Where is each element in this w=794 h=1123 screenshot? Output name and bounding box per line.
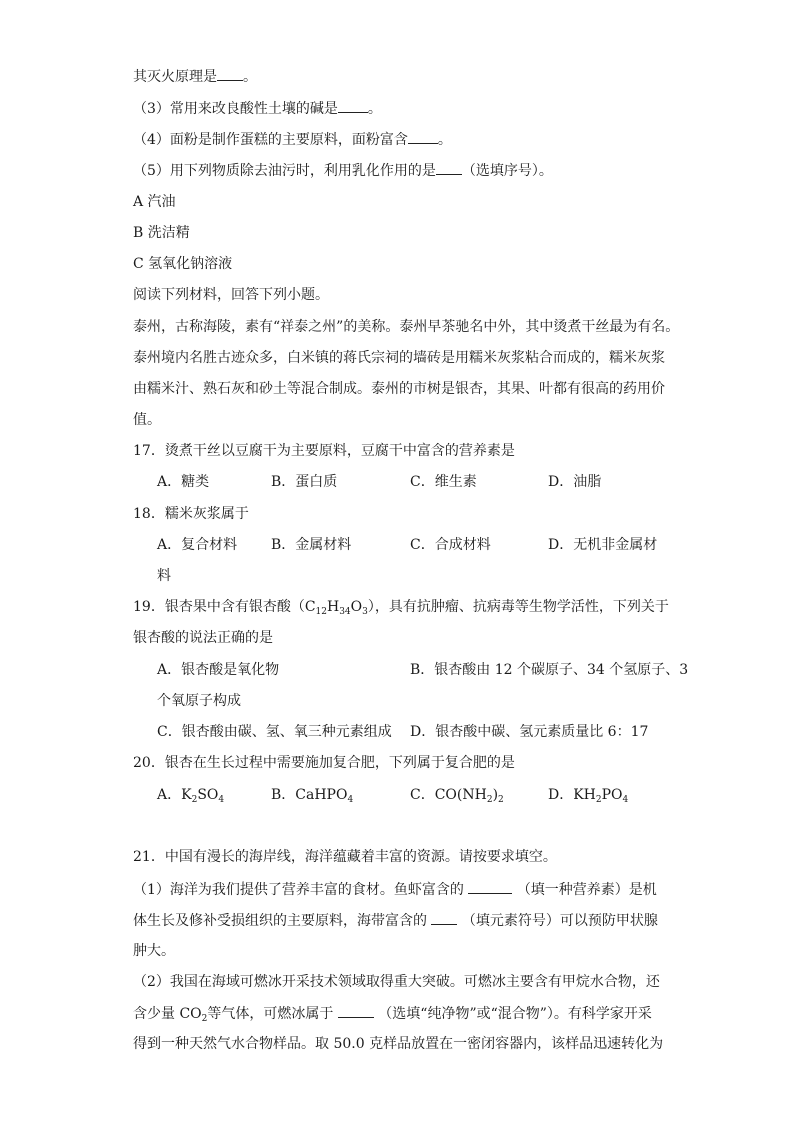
q16-part5-end: （选填序号）。 <box>461 163 553 179</box>
q19-stem-rest: ），具有抗肿瘤、抗病毒等生物学活性，下列关于 <box>367 599 669 615</box>
subscript: 4 <box>347 795 354 805</box>
q20-b-text: B．CaHPO <box>271 787 348 803</box>
q16-part4 <box>133 129 452 150</box>
q18-option-a[interactable]: A．复合材料 <box>157 537 238 553</box>
reading-line-3: 由糯米汁、熟石灰和砂土等混合制成。泰州的市树是银杏，其果、叶都有很高的药用价 <box>133 381 665 397</box>
formula-o: O <box>350 599 363 615</box>
q20-d-text2: PO <box>601 787 623 803</box>
answer-blank[interactable] <box>431 910 457 925</box>
q21-part1-text4: （填元素符号）可以预防甲状腺 <box>461 913 658 929</box>
q20-option-c[interactable] <box>410 785 504 810</box>
q17-option-d[interactable]: D．油脂 <box>548 474 602 490</box>
subscript: 34 <box>339 607 351 617</box>
q21-part1-text: （1）海洋为我们提供了营养丰富的食材。鱼虾富含的 <box>133 882 464 898</box>
reading-line-2: 泰州境内名胜古迹众多，白米镇的蒋氏宗祠的墙砖是用糯米灰浆粘合而成的，糯米灰浆 <box>133 350 665 366</box>
q20-option-d[interactable] <box>548 785 628 810</box>
q20-c-text2: ) <box>492 787 499 803</box>
q16-option-a: A 汽油 <box>133 194 176 210</box>
q19-option-b[interactable]: B．银杏酸由 12 个碳原子、34 个氢原子、3 <box>410 662 689 678</box>
q16-option-c: C 氢氧化钠溶液 <box>133 256 233 272</box>
q19-option-b-wrap: 个氧原子构成 <box>157 693 241 709</box>
reading-line-4: 值。 <box>133 412 161 428</box>
q21-part2-text3: （选填“纯净物”或“混合物”）。有科学家开采 <box>378 1006 652 1022</box>
q18-option-c[interactable]: C．合成材料 <box>410 537 491 553</box>
answer-blank[interactable] <box>217 66 243 81</box>
q20-a-text: A．K <box>157 787 192 803</box>
reading-intro: 阅读下列材料，回答下列小题。 <box>133 287 329 303</box>
subscript: 4 <box>622 795 629 805</box>
q20-option-b[interactable] <box>271 785 353 810</box>
answer-blank[interactable] <box>338 98 368 113</box>
q21-part1-text2: （填一种营养素）是机 <box>516 882 657 898</box>
q16-part3-end: 。 <box>367 101 382 117</box>
q19-stem <box>133 597 669 622</box>
subscript: 2 <box>498 795 504 805</box>
q19-option-d[interactable]: D．银杏酸中碳、氢元素质量比 6：17 <box>410 724 649 740</box>
q19-stem-line2: 银杏酸的说法正确的是 <box>133 630 273 646</box>
q17-stem: 17．烫煮干丝以豆腐干为主要原料，豆腐干中富含的营养素是 <box>133 443 515 459</box>
reading-line-1: 泰州，古称海陵，素有“祥泰之州”的美称。泰州早茶驰名中外，其中烫煮干丝最为有名。 <box>133 319 680 335</box>
q18-stem: 18．糯米灰浆属于 <box>133 506 249 522</box>
q20-a-text2: SO <box>197 787 219 803</box>
answer-blank[interactable] <box>468 879 512 894</box>
formula-h: H <box>326 599 340 615</box>
q17-option-b[interactable]: B．蛋白质 <box>271 474 338 490</box>
subscript: 2 <box>595 795 602 805</box>
subscript: 2 <box>191 795 198 805</box>
subscript: 12 <box>315 607 327 617</box>
q18-option-d[interactable]: D．无机非金属材 <box>548 537 658 553</box>
answer-blank[interactable] <box>436 160 462 175</box>
q17-option-a[interactable]: A．糖类 <box>157 474 210 490</box>
q20-stem: 20．银杏在生长过程中需要施加复合肥，下列属于复合肥的是 <box>133 755 515 771</box>
q18-option-d-wrap: 料 <box>157 568 171 584</box>
subscript: 3 <box>362 607 368 617</box>
q16-part4-text: （4）面粉是制作蛋糕的主要原料，面粉富含 <box>133 132 408 148</box>
q21-part2-line1: （2）我国在海域可燃冰开采技术领域取得重大突破。可燃冰主要含有甲烷水合物，还 <box>133 974 660 990</box>
q16-line0-text: 其灭火原理是 <box>133 69 217 85</box>
q21-part2-line3: 得到一种天然气水合物样品。取 50.0 克样品放置在一密闭容器内，该样品迅速转化为 <box>133 1036 664 1052</box>
q21-part1-line2 <box>133 910 658 931</box>
subscript: 4 <box>218 795 225 805</box>
q16-part5 <box>133 160 553 181</box>
q19-stem-text: 19．银杏果中含有银杏酸（C <box>133 599 316 615</box>
subscript: 2 <box>486 795 493 805</box>
q16-part5-text: （5）用下列物质除去油污时，利用乳化作用的是 <box>133 163 436 179</box>
q21-stem: 21．中国有漫长的海岸线，海洋蕴藏着丰富的资源。请按要求填空。 <box>133 849 557 865</box>
q20-d-text: D．KH <box>548 787 596 803</box>
q16-part4-end: 。 <box>437 132 452 148</box>
q19-option-c[interactable]: C．银杏酸由碳、氢、氧三种元素组成 <box>157 724 392 740</box>
subscript: 2 <box>201 1014 208 1024</box>
q20-c-text: C．CO(NH <box>410 787 487 803</box>
q18-option-b[interactable]: B．金属材料 <box>271 537 352 553</box>
q21-part1-text3: 体生长及修补受损组织的主要原料，海带富含的 <box>133 913 427 929</box>
q21-part2-text: 含少量 CO <box>133 1006 202 1022</box>
q21-part2-text2: 等气体，可燃冰属于 <box>207 1006 334 1022</box>
q17-option-c[interactable]: C．维生素 <box>410 474 477 490</box>
q16-part3-text: （3）常用来改良酸性土壤的碱是 <box>133 101 338 117</box>
q21-part1-line3: 肿大。 <box>133 943 175 959</box>
q16-line0 <box>133 66 257 87</box>
q16-line0-end: 。 <box>243 69 257 85</box>
q21-part1-line1 <box>133 879 657 900</box>
q16-option-b: B 洗洁精 <box>133 225 190 241</box>
q16-part3 <box>133 98 382 119</box>
q21-part2-line2 <box>133 1003 652 1029</box>
answer-blank[interactable] <box>338 1003 374 1018</box>
answer-blank[interactable] <box>408 129 438 144</box>
q20-option-a[interactable] <box>157 785 224 810</box>
q19-option-a[interactable]: A．银杏酸是氧化物 <box>157 662 280 678</box>
